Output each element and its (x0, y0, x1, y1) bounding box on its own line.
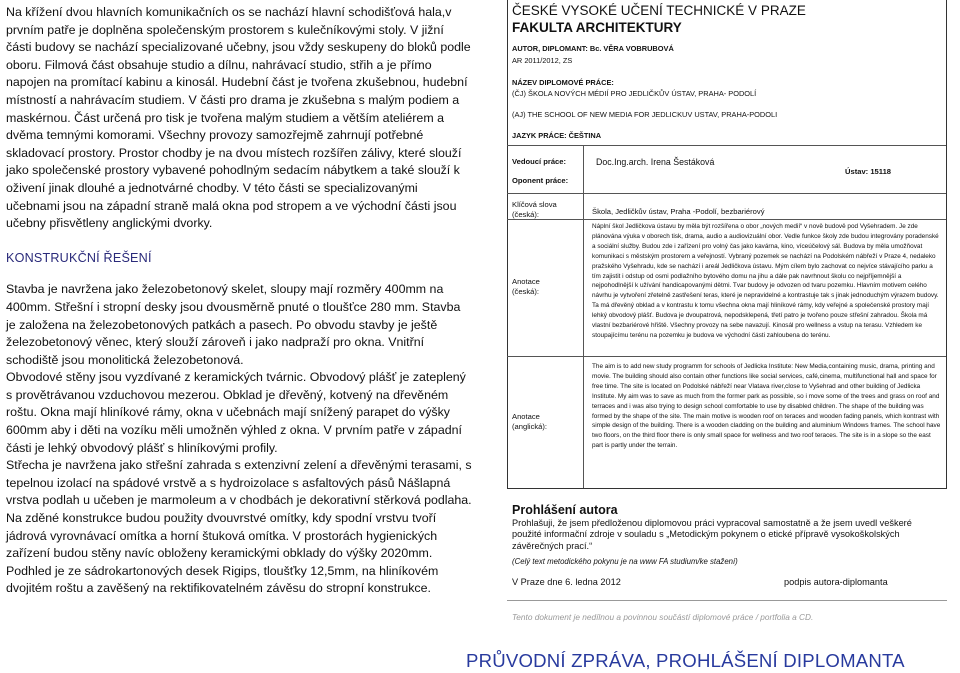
declaration-heading: Prohlášení autora (512, 503, 618, 517)
thesis-header (512, 1, 942, 36)
author-line: AUTOR, DIPLOMANT: Bc. VĚRA VOBRUBOVÁ (512, 44, 674, 53)
institute-value: Ústav: 15118 (845, 167, 892, 176)
thesis-title-en: (AJ) THE SCHOOL OF NEW MEDIA FOR JEDLICKUV USTAV, PRAHA-PODOLI (512, 110, 778, 119)
divider (507, 145, 946, 146)
footer-note: Tento dokument je nedílnou a povinnou součástí diplomové práce / portfolia a CD. (512, 612, 814, 622)
abstract-en: The aim is to add new study programm for schools of Jedlicka Institute: New Media,containing music, drama, printing and movie. The building should also contain other functions like social services, café,cinema, multifunctional hall and space for free time. The site is located on Podolské nábřeží near Vlatava river,close to Vyšehrad and other building of Jedlicka Institute. My aim was to save as much from the former park as possible, so i move some of the trees and grass on roof and terraces and i was also trying to design school comfortable to use by disabled children. The shape of the building was formed by the shape of the site. The main motive is wooden roof on teraces and wooden fading panels, which kontrast with simple design of the building. There is a wooden cladding on the building and aluminium Windows frames. The school have two floors, on the third floor there is only small space for wellness and two roof teraces. The site is in a slope so the east part is partly under the terrain. (592, 363, 941, 450)
abstract-cs: Náplní škol Jedličkova ústavu by měla být rozšířena o obor „nových medií“ v nově budově pod Vyšehradem. Je zde plánována výuka v oborech tisk, drama, audio a audiovizuální obor. Vedle funkce školy zde budou integrovány poradenské a sociální služby. Budou zde i zařízení pro volný čas jako kavárna, kino, víceúčelový sál. Budova by měla umožňovat komunikaci s městským prostorem a veřejností. Vybraný pozemek se nachází na Podolském nábřeží v Praze 4, nedaleko pražského Vyšehradu, kde se nachází i areál Jedličkova ústavu. Mým cílem bylo zachovat co nejvíce stávajícího parku a tím zajistit i odstup od osmi podlažního bytového domu na jihu a dále pak navrhnout školu co nejpříjemnější a nejpohodlnější k užívání handicapovanými dětmi. Tvar budovy je odvozen od tvaru pozemku. Hlavním motivem celého návrhu je vytvoření zřetelně zastřešení teras, které je nepravidelné a kontrastuje tak s jinak jednoduchým výrazem budovy. Ta má dřevěný obklad a v kontrastu k tomu všechna okna mají hliníkové rámy, kdy veřejné a společenské prostory mají lehký obvodový plášť. Budova je dvoupatrová, nepodsklepená, třetí patro je tvořeno pouze střešní zahradou. Škola má vlastní bezbariérové hřiště. Všechny provozy na sebe navazují. Kinosál pro wellness a vstup na terasu. Vzhledem ke stoupajícímu terénu na pozemku je budova ve východní části zahloubena do terénu. (592, 223, 939, 339)
thesis-title-cs: (ČJ) ŠKOLA NOVÝCH MÉDIÍ PRO JEDLIČKŮV ÚSTAV, PRAHA- PODOLÍ (512, 89, 757, 98)
opponent-label: Oponent práce: (512, 176, 569, 185)
divider (507, 193, 946, 194)
paragraph-structure: Stavba je navržena jako železobetonový skelet, sloupy mají rozměry 400mm na 400mm. Střešní i stropní desky jsou dvousměrně pnuté o tloušťce 280 mm. Stavba je založena na železobetonových patkách a pasech. Po obvodu stavby je ještě železobetonový věnec, který slouží zároveň i jako nadpraží pro okna. Vnitřní schodiště jsou monolitická železobetonová. (6, 282, 461, 367)
abstract-en-label: Anotace (anglická): (512, 412, 548, 431)
section-heading-construction: KONSTRUKČNÍ ŘEŠENÍ (6, 250, 152, 265)
supervisor-value: Doc.Ing.arch. Irena Šestáková (596, 157, 715, 167)
paragraph-roof: Střecha je navržena jako střešní zahrada s extenzivní zelení a dřevěnými terasami, s tepelnou izolací na spádové vrstvě a s hydroizolace s asfaltových pásů Nášlapná vrstva podlah u učeben je marmoleum a v chodbách je dekorativní stěrková podlaha. Na zděné konstrukce budou použity dvouvrstvé omítky, kdy spodní vrstvu tvoří jádrová vyrovnávací omítka a horní štuková omítka. V prostorách hygienických zařízení budou stěny navíc obloženy keramickými obklady do výšky 2020mm. Podhled je ze sádrokartonových desek Rigips, tloušťky 12,5mm, na hliníkovém dvojitém roštu a zavěšený na rektifikovatelném závěsu do stropní konstrukce. (6, 458, 472, 596)
keywords-value: Škola, Jedličkův ústav, Praha -Podolí, bezbariérový (592, 207, 765, 216)
thesis-language: JAZYK PRÁCE: ČEŠTINA (512, 131, 602, 140)
academic-year: AR 2011/2012, ZS (512, 56, 573, 65)
keywords-label: Klíčová slova (česká): (512, 200, 557, 219)
place-date: V Praze dne 6. ledna 2012 (512, 577, 621, 587)
paragraph-layout: Na křížení dvou hlavních komunikačních os se nachází hlavní schodišťová hala,v prvním patře je doplněna společenským prostorem s kulečníkovými stoly. V jižní části budovy se nachází specializované učebny, jsou vždy seskupeny do bloků podle oboru. Filmová část obsahuje studio a dílnu, nahrávací studio, střih a je přímo napojen na promítací kabinu a kinosál. Hudební část je tvořena zkušebnou, hudební místností a nahrávacím studiem. V části pro drama je zkušebna s malým podiem a maskérnou. Část určená pro tisk je tvořena malým studiem a větším ateliérem a dvěma temnými komorami. Všechny provozy samozřejmě zahrnují potřebné skladovací prostory. Prostor chodby je na dvou místech rozšířen zálivy, které slouží jako společenské prostory vybavené pohodlným sedacím nábytkem a také slouží k oživení jinak dlouhé a jednotvárné chodby. V této části se specializovanými učebnami jsou na západní straně malá okna pod stropem a ve východní části jsou učebny přisvětleny anglickými dvorky. (6, 5, 471, 231)
abstract-cs-label: Anotace (česká): (512, 277, 540, 296)
declaration-text: Prohlašuji, že jsem předloženou diplomovou práci vypracoval samostatně a že jsem uvedl veškeré použité informační zdroje v souladu s „Metodickým pokynem o etické přípravě vysokoškolských závěrečných prací.“ (512, 518, 912, 551)
thesis-title-label: NÁZEV DIPLOMOVÉ PRÁCE: (512, 78, 614, 87)
divider (507, 356, 946, 357)
supervisor-label: Vedoucí práce: (512, 157, 567, 166)
signature-label: podpis autora-diplomanta (784, 577, 888, 587)
divider (583, 145, 584, 488)
page-title: PRŮVODNÍ ZPRÁVA, PROHLÁŠENÍ DIPLOMANTA (466, 650, 905, 671)
report-body (6, 4, 472, 598)
university-name: ČESKÉ VYSOKÉ UČENÍ TECHNICKÉ V PRAZE (512, 3, 806, 18)
divider (507, 219, 946, 220)
declaration-note: (Celý text metodického pokynu je na www FA studium/ke stažení) (512, 557, 738, 566)
faculty-name: FAKULTA ARCHITEKTURY (512, 20, 682, 35)
paragraph-walls: Obvodové stěny jsou vyzdívané z keramických tvárnic. Obvodový plášť je zateplený s provětrávanou vzduchovou mezerou. Obklad je dřevěný, kotvený na dřevěném roštu. Okna mají hliníkové rámy, okna v učebnách mají snížený parapet do výšky 600mm aby i děti na vozíku měli umožněn výhled z okna. V prvním patře v západní části je lehký obvodový plášť s hliníkovými profily. (6, 370, 466, 455)
